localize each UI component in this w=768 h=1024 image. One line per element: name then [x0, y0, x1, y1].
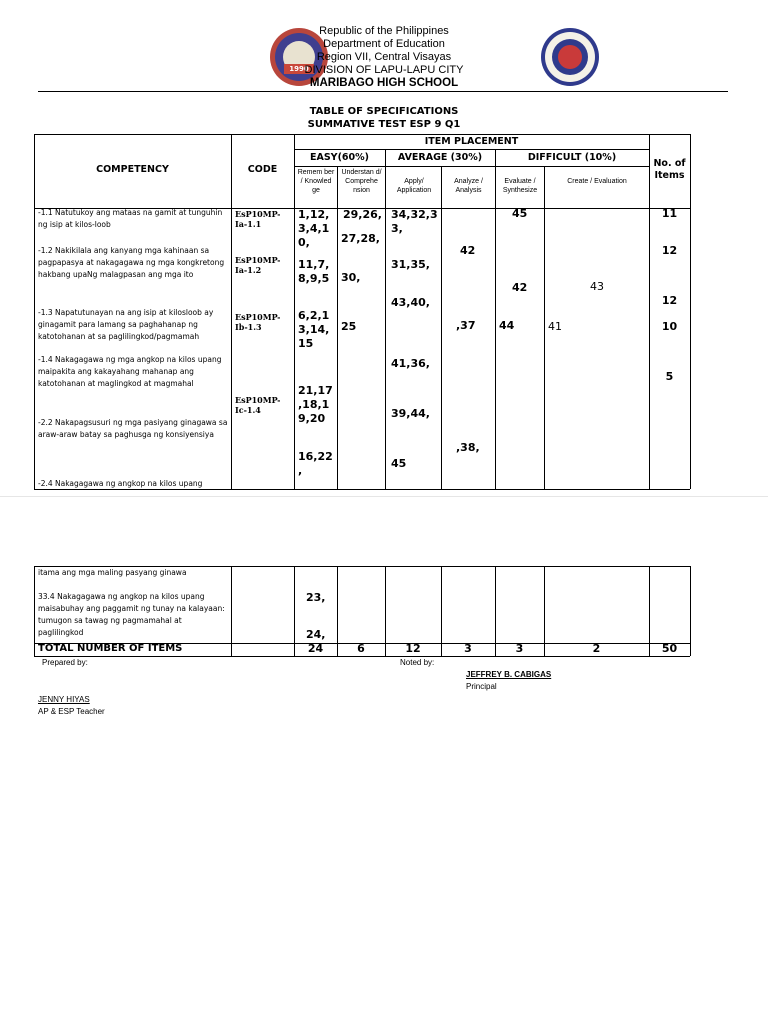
header-easy: EASY(60%) — [310, 152, 369, 163]
create-cell: 43 — [590, 280, 604, 293]
apply-cell: 39,44, — [391, 407, 430, 420]
competency-2-4: -2.4 Nakagagawa ng angkop na kilos upang — [38, 479, 203, 488]
header-divider — [38, 91, 728, 92]
evaluate-cell: 45 — [512, 207, 528, 220]
evaluate-cell: 44 — [499, 319, 515, 332]
items-cell: 11 — [661, 207, 678, 220]
apply-cell: 34,32,3 3, — [391, 208, 438, 235]
competency-1-2: -1.2 Nakikilala ang kanyang mga kahinaan sa pagpapasya at nakagagawa ng mga kongkretong hakbang upaNg malagpasan ang mga ito — [38, 246, 225, 279]
total-remember: 24 — [307, 642, 324, 655]
document-title: TABLE OF SPECIFICATIONS — [309, 106, 459, 117]
total-evaluate: 3 — [515, 642, 524, 655]
document-subtitle: SUMMATIVE TEST ESP 9 Q1 — [307, 119, 461, 130]
code-1-3: EsP10MP-Ib-1.3 — [235, 312, 281, 332]
header-region: Region VII, Central Visayas — [316, 51, 452, 63]
header-no-items-line1: No. of — [653, 158, 686, 169]
header-no-items — [649, 158, 690, 182]
competency-2-2: -2.2 Nakapagsusuri ng mga pasiyang ginagawa sa araw-araw batay sa paghusga ng konsiyensiya — [38, 418, 228, 439]
remember-cell: 11,7, 8,9,5 — [298, 258, 330, 285]
analyze-cell: ,38, — [456, 441, 480, 454]
header-create: Create / Evaluation — [567, 178, 627, 185]
understand-cell: 29,26, — [343, 208, 382, 221]
understand-cell: 30, — [341, 271, 361, 284]
header-no-items-line2: Items — [654, 170, 685, 181]
items-cell: 12 — [661, 244, 678, 257]
apply-cell: 45 — [391, 457, 407, 470]
header-understand: Understan d/ Comprehe nsion — [341, 169, 382, 194]
page-break — [0, 496, 768, 497]
code-1-4: EsP10MP-Ic-1.4 — [235, 395, 281, 415]
competency-1-4: -1.4 Nakagagawa ng mga angkop na kilos upang maipakita ang kakayahang mahanap ang katotohanan at maglingkod at magmahal — [38, 355, 222, 388]
code-1-1: EsP10MP-Ia-1.1 — [235, 209, 281, 229]
competency-3-4: 33.4 Nakagagawa ng angkop na kilos upang maisabuhay ang paggamit ng tunay na kalayaan: tumugon sa tawag ng pagmamahal at paglilingkod — [38, 592, 225, 637]
teacher-name: JENNY HIYAS — [38, 695, 90, 704]
header-division: DIVISION OF LAPU-LAPU CITY — [304, 64, 464, 76]
principal-title: Principal — [466, 682, 497, 691]
total-items: 50 — [661, 642, 678, 655]
principal-name: JEFFREY B. CABIGAS — [466, 670, 552, 679]
header-republic: Republic of the Philippines — [319, 25, 449, 37]
header-difficult: DIFFICULT (10%) — [527, 152, 617, 163]
competency-1-1: -1.1 Natutukoy ang mataas na gamit at tunguhin ng isip at kilos-loob — [38, 208, 223, 229]
items-cell: 5 — [665, 370, 674, 383]
seal-year: 1990 — [284, 64, 314, 74]
apply-cell: 41,36, — [391, 357, 430, 370]
header-department: Department of Education — [323, 38, 445, 50]
analyze-cell: 42 — [460, 244, 476, 257]
items-cell: 12 — [661, 294, 678, 307]
total-analyze: 3 — [464, 642, 472, 655]
remember-cell: 24, — [306, 628, 326, 641]
header-apply: Apply/ Application — [396, 178, 432, 194]
header-competency: COMPETENCY — [96, 164, 169, 175]
apply-cell: 43,40, — [391, 296, 430, 309]
code-1-2: EsP10MP-Ia-1.2 — [235, 255, 281, 275]
noted-by-label: Noted by: — [400, 658, 435, 667]
teacher-title: AP & ESP Teacher — [38, 707, 105, 716]
header-remember: Remem ber / Knowled ge — [297, 169, 335, 194]
total-understand: 6 — [357, 642, 365, 655]
remember-cell: 6,2,1 3,14, 15 — [298, 309, 330, 350]
total-label: TOTAL NUMBER OF ITEMS — [38, 643, 183, 654]
header-average: AVERAGE (30%) — [397, 152, 483, 163]
understand-cell: 27,28, — [341, 232, 380, 245]
header-school-name: MARIBAGO HIGH SCHOOL — [309, 77, 459, 89]
create-cell: 41 — [548, 320, 562, 333]
total-apply: 12 — [405, 642, 421, 655]
understand-cell: 25 — [341, 320, 357, 333]
total-create: 2 — [592, 642, 601, 655]
remember-cell: 23, — [306, 591, 326, 604]
remember-cell: 16,22 , — [298, 450, 333, 477]
apply-cell: 31,35, — [391, 258, 430, 271]
header-evaluate: Evaluate / Synthesize — [502, 178, 538, 194]
header-analyze: Analyze / Analysis — [454, 178, 483, 194]
competency-1-3: -1.3 Napatutunayan na ang isip at kilosloob ay ginagamit para lamang sa paghahanap ng katotohanan at sa paglilingkod/pagmamah — [38, 308, 214, 341]
remember-cell: 21,17 ,18,1 9,20 — [298, 384, 333, 425]
remember-cell: 1,12, 3,4,1 0, — [298, 208, 330, 249]
evaluate-cell: 42 — [512, 281, 528, 294]
prepared-by-label: Prepared by: — [42, 658, 88, 667]
competency-continued: itama ang mga maling pasyang ginawa — [38, 568, 187, 577]
header-item-placement: ITEM PLACEMENT — [424, 136, 519, 147]
items-cell: 10 — [661, 320, 678, 333]
header-code: CODE — [247, 164, 278, 175]
analyze-cell: ,37 — [456, 319, 476, 332]
